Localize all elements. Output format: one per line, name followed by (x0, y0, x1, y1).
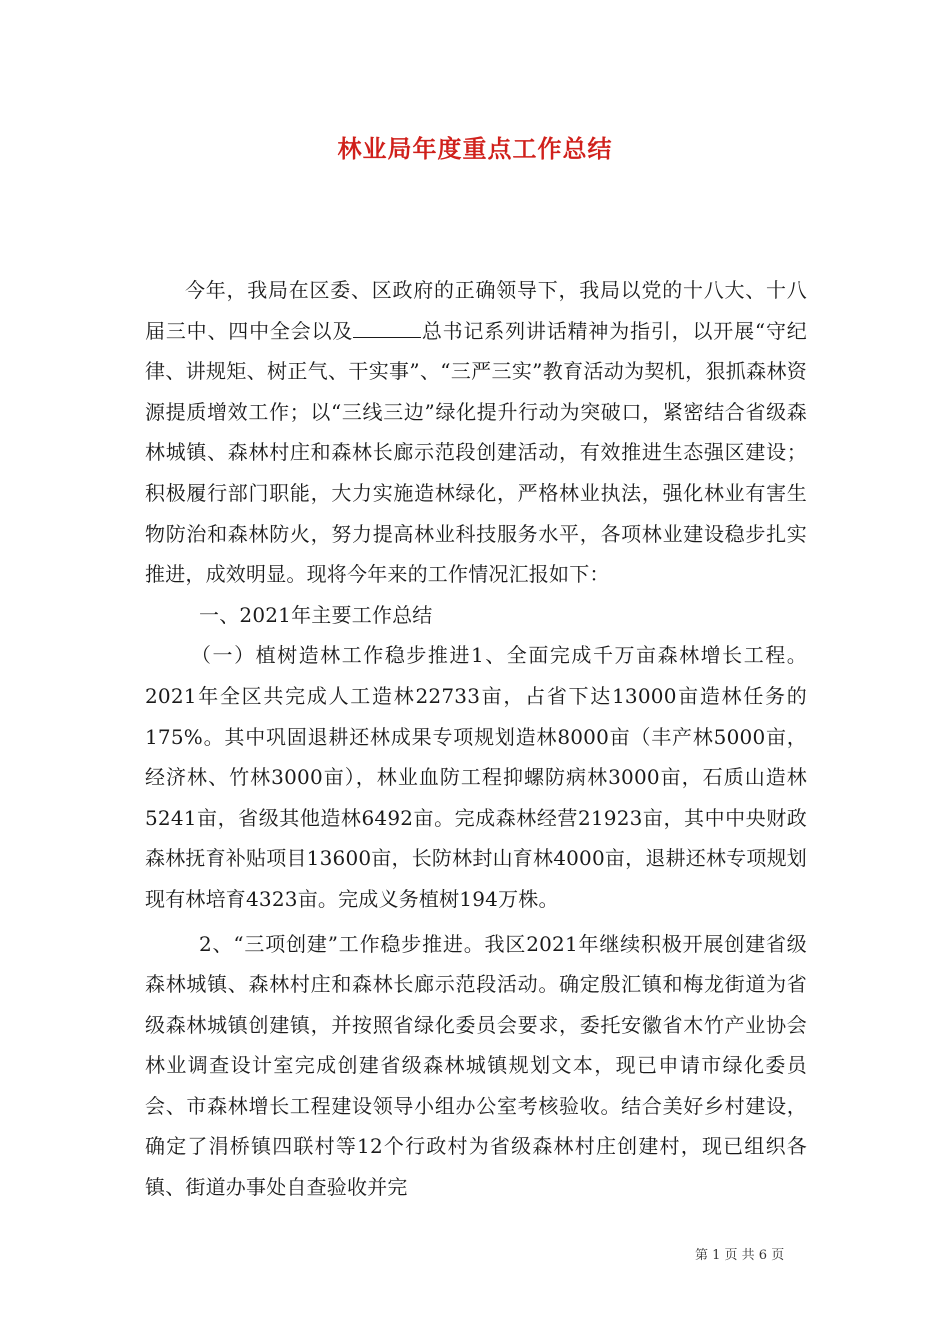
creation-paragraph: 2、“三项创建”工作稳步推进。我区2021年继续积极开展创建省级森林城镇、森林村庄和森林长廊示范段活动。确定殷汇镇和梅龙街道为省级森林城镇创建镇，并按照省绿化委员会要求，委托安徽省木竹产业协会林业调查设计室完成创建省级森林城镇规划文本，现已申请市绿化委员会、市森林增长工程建设领导小组办公室考核验收。结合美好乡村建设，确定了涓桥镇四联村等12个行政村为省级森林村庄创建村，现已组织各镇、街道办事处自查验收并完 (145, 931, 807, 1200)
intro-paragraph (145, 270, 807, 595)
section-heading: 一、2021年主要工作总结 (199, 602, 433, 627)
subsection-paragraph: （一）植树造林工作稳步推进1、全面完成千万亩森林增长工程。2021年全区共完成人工造林22733亩，占省下达13000亩造林任务的175%。其中巩固退耕还林成果专项规划造林8000亩（丰产林5000亩，经济林、竹林3000亩），林业血防工程抑螺防病林3000亩，石质山造林5241亩，省级其他造林6492亩。完成森林经营21923亩，其中中央财政森林抚育补贴项目13600亩，长防林封山育林4000亩，退耕还林专项规划现有林培育4323亩。完成义务植树194万株。 (145, 643, 807, 911)
document-title: 林业局年度重点工作总结 (337, 134, 613, 163)
document-body (145, 270, 807, 1208)
blank-underline (353, 315, 421, 338)
intro-text-before-blank: 今年，我局在区委、区政府的正确领导下，我局以党的十八大、十八届三中、四中全会以及 (145, 278, 807, 343)
intro-text-after-blank: 总书记系列讲话精神为指引，以开展“守纪律、讲规矩、树正气、干实事”、“三严三实”教育活动为契机，狠抓森林资源提质增效工作；以“三线三边”绿化提升行动为突破口，紧密结合省级森林城镇、森林村庄和森林长廊示范段创建活动，有效推进生态强区建设；积极履行部门职能，大力实施造林绿化，严格林业执法，强化林业有害生物防治和森林防火，努力提高林业科技服务水平，各项林业建设稳步扎实推进，成效明显。现将今年来的工作情况汇报如下： (145, 318, 808, 587)
page-number-footer: 第 1 页 共 6 页 (695, 1248, 785, 1263)
